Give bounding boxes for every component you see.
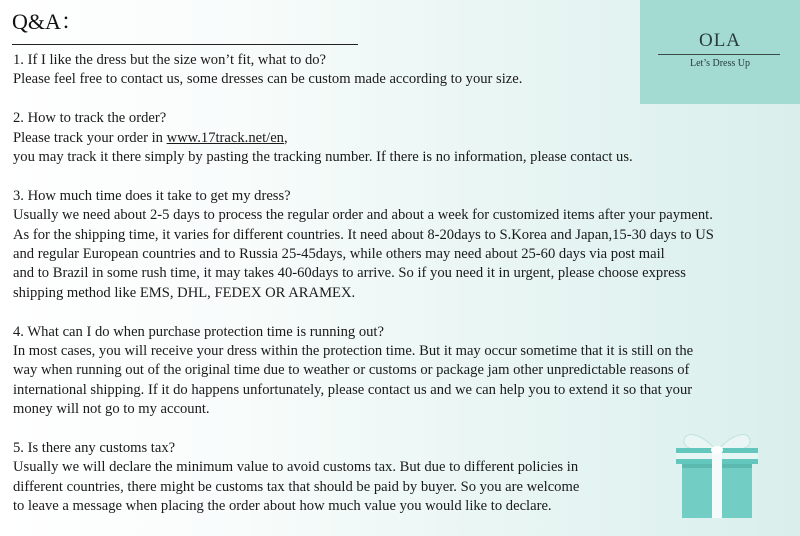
brand-name: OLA: [698, 30, 742, 51]
faq-answer-line: As for the shipping time, it varies for different countries. It need about 8-20days to S.Korea and Japan,15-30 days to US: [13, 226, 714, 243]
faq-item-protection: [13, 323, 793, 420]
faq-answer-line: and to Brazil in some rush time, it may takes 40-60days to arrive. So if you need it in urgent, please choose express: [13, 265, 686, 282]
faq-answer-line: money will not go to my account.: [13, 401, 210, 418]
brand-tagline: Let’s Dress Up: [690, 58, 750, 69]
faq-item-tracking: [13, 109, 793, 167]
faq-answer-line: In most cases, you will receive your dress within the protection time. But it may occur sometime that it is still on the: [13, 343, 694, 360]
faq-answer-line: to leave a message when placing the order about how much value you would like to declare.: [13, 498, 552, 515]
tracking-link[interactable]: www.17track.net/en: [166, 129, 284, 146]
tracking-comma: ,: [283, 129, 288, 146]
faq-question: 3. How much time does it take to get my dress?: [13, 187, 291, 204]
faq-answer-line: Usually we will declare the minimum value to avoid customs tax. But due to different policies in: [13, 459, 579, 476]
faq-answer-line: Usually we need about 2-5 days to process the regular order and about a week for customized items after your payment.: [13, 207, 713, 224]
faq-answer-line: Please feel free to contact us, some dresses can be custom made according to your size.: [13, 71, 523, 88]
faq-answer-line: you may track it there simply by pasting the tracking number. If there is no information, please contact us.: [13, 149, 633, 166]
page-title: Q&A：: [12, 9, 83, 34]
faq-item-size: [13, 51, 793, 90]
faq-item-delivery-time: [13, 187, 793, 303]
tracking-text: Please track your order in: [13, 129, 167, 146]
faq-answer-line: [13, 129, 793, 148]
faq-answer-line: different countries, there might be customs tax that should be paid by buyer. So you are welcome: [13, 478, 580, 495]
faq-question: 1. If I like the dress but the size won’t fit, what to do?: [13, 52, 327, 68]
faq-answer-line: and regular European countries and to Russia 25-45days, while others may need about 25-60 days via post mail: [13, 246, 665, 263]
faq-question: 4. What can I do when purchase protection time is running out?: [13, 323, 384, 340]
title-underline: [12, 44, 358, 45]
gift-box-icon: [658, 428, 776, 520]
faq-question: 5. Is there any customs tax?: [13, 440, 176, 457]
faq-answer-line: international shipping. If it do happens unfortunately, please contact us and we can help you to extend it so that your: [13, 381, 693, 398]
faq-question: 2. How to track the order?: [13, 110, 167, 127]
faq-answer-line: shipping method like EMS, DHL, FEDEX OR ARAMEX.: [13, 284, 356, 301]
faq-answer-line: way when running out of the original time due to weather or customs or package jam other unpredictable reasons of: [13, 362, 690, 379]
